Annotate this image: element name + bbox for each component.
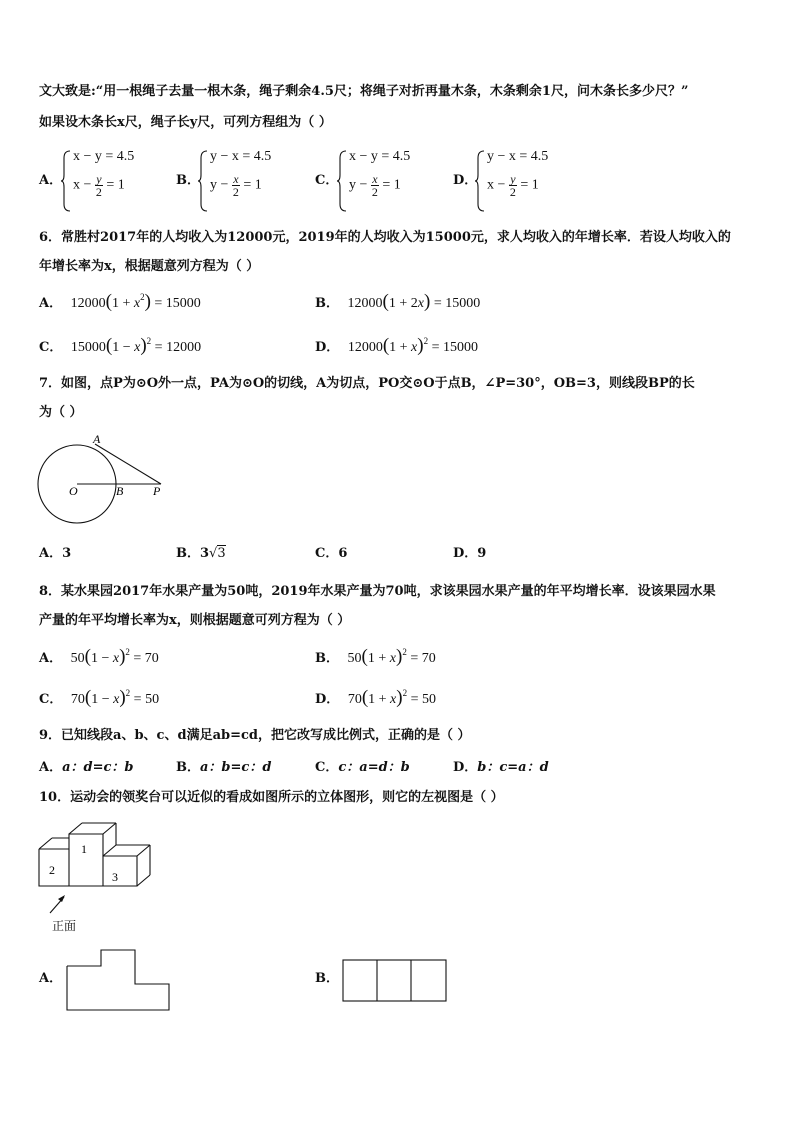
option-label: C． (39, 340, 63, 355)
option-value: c：a=d：b (338, 760, 410, 775)
q8-d-expr: $70(1 + x)^2 = 50$ (347, 687, 436, 708)
brace-icon (198, 150, 208, 212)
q10-option-a[interactable] (39, 970, 62, 988)
label-a: A (93, 432, 101, 446)
q6-option-a[interactable] (39, 293, 201, 313)
option-value: b：c=a：d (477, 760, 549, 775)
option-label: B． (176, 173, 200, 188)
option-label: B． (176, 546, 200, 561)
brace-icon (475, 150, 485, 212)
option-label: A． (39, 651, 63, 666)
q7-stem-line2: 为（ ） (39, 405, 83, 420)
q5-option-d[interactable] (453, 148, 593, 214)
q7-option-c[interactable] (315, 545, 347, 563)
option-label: B． (315, 971, 339, 986)
option-value: a：b=c：d (200, 760, 272, 775)
option-value: 9 (477, 546, 487, 561)
q9-option-a[interactable] (39, 759, 134, 777)
q8-c-expr: $70(1 - x)^2 = 50$ (70, 687, 160, 708)
q5-a-eq1: x − y = 4.5 (73, 149, 135, 164)
label-1: 1 (81, 842, 87, 856)
q8-option-d[interactable] (315, 689, 436, 709)
option-label: A． (39, 971, 63, 986)
label-3: 3 (112, 870, 118, 884)
q7-stem-line1: 7．如图，点P为⊙O外一点，PA为⊙O的切线，A为切点，PO交⊙O于点B，∠P=30°，OB=3，则线段BP的长 (39, 376, 695, 391)
q8-a-expr: $50(1 - x)^2 = 70$ (70, 646, 159, 667)
q10-option-b[interactable] (315, 970, 339, 988)
q5-c-eq2: y − $\frac{x}{2}$ = 1 (349, 172, 401, 199)
q5-stem-line2: 如果设木条长x尺，绳子长y尺，可列方程组为（ ） (39, 115, 332, 130)
option-label: C． (39, 692, 63, 707)
brace-icon (337, 150, 347, 212)
q6-stem-line2: 年增长率为x，根据题意列方程为（ ） (39, 259, 260, 274)
option-value: a：d=c：b (62, 760, 134, 775)
option-value: 6 (338, 546, 348, 561)
q9-option-c[interactable] (315, 759, 410, 777)
option-label: D． (453, 546, 478, 561)
label-2: 2 (49, 863, 55, 877)
q6-stem-line1: 6．常胜村2017年的人均收入为12000元，2019年的人均收入为15000元，求人均收入的年增长率．若设人均收入的 (39, 230, 731, 245)
q5-option-c[interactable] (315, 148, 455, 214)
option-value: 3 (62, 546, 72, 561)
tangent-pa (95, 444, 161, 484)
option-label: D． (315, 692, 340, 707)
option-label: A． (39, 760, 63, 775)
q7-circle-tangent-figure (34, 432, 174, 528)
option-label: A． (39, 546, 63, 561)
front-label: 正面 (52, 919, 77, 933)
q8-option-c[interactable] (39, 689, 159, 709)
option-label: D． (453, 760, 478, 775)
q6-option-c[interactable] (39, 337, 201, 357)
radicand: 3 (217, 546, 226, 561)
q10-stem-line1: 10．运动会的领奖台可以近似的看成如图所示的立体图形，则它的左视图是（ ） (39, 790, 504, 805)
label-o: O (69, 484, 78, 498)
q5-b-eq2: y − $\frac{x}{2}$ = 1 (210, 172, 262, 199)
q9-option-d[interactable] (453, 759, 549, 777)
option-label: B． (315, 651, 339, 666)
option-label: A． (39, 296, 63, 311)
q8-option-a[interactable] (39, 648, 159, 668)
option-label: B． (315, 296, 339, 311)
q7-option-d[interactable] (453, 545, 486, 563)
q5-stem-line1: 文大致是:“用一根绳子去量一根木条，绳子剩余4.5尺；将绳子对折再量木条，木条剩余1尺，问木条长多少尺？” (39, 84, 689, 99)
q5-d-eq2: x − $\frac{y}{2}$ = 1 (487, 172, 539, 199)
label-b: B (116, 484, 124, 498)
q6-a-expr: $12000(1 + x^2) = 15000$ (70, 291, 201, 312)
q8-b-expr: $50(1 + x)^2 = 70$ (347, 646, 436, 667)
option-label: D． (315, 340, 340, 355)
sqrt-icon: √ (209, 546, 218, 561)
q6-c-expr: $15000(1 - x)^2 = 12000$ (70, 335, 202, 356)
q5-d-eq1: y − x = 4.5 (487, 149, 549, 164)
q6-d-expr: $12000(1 + x)^2 = 15000$ (347, 335, 478, 356)
q8-stem-line2: 产量的年平均增长率为x，则根据题意可列方程为（ ） (39, 613, 351, 628)
q10-option-a-figure (65, 948, 173, 1012)
label-p: P (153, 484, 161, 498)
brace-icon (61, 150, 71, 212)
option-label: D． (453, 173, 478, 188)
option-label: A． (39, 173, 63, 188)
q8-stem-line1: 8．某水果园2017年水果产量为50吨，2019年水果产量为70吨，求该果园水果产量的年平均增长率．设该果园水果 (39, 584, 716, 599)
q7-option-b[interactable] (176, 545, 226, 563)
q10-option-b-figure (341, 958, 449, 1004)
q7-option-a[interactable] (39, 545, 71, 563)
q5-b-eq1: y − x = 4.5 (210, 149, 272, 164)
option-label: C． (315, 760, 339, 775)
q5-c-eq1: x − y = 4.5 (349, 149, 411, 164)
option-label: B． (176, 760, 200, 775)
q9-stem-line1: 9．已知线段a、b、c、d满足ab=cd，把它改写成比例式，正确的是（ ） (39, 728, 471, 743)
q6-b-expr: 12000(1 + 2x) = 15000 (347, 291, 481, 312)
q5-a-eq2: x − $\frac{y}{2}$ = 1 (73, 172, 125, 199)
q5-option-b[interactable] (176, 148, 316, 214)
q9-option-b[interactable] (176, 759, 271, 777)
q5-option-a[interactable] (39, 148, 179, 214)
arrow-head-icon (58, 895, 65, 902)
q6-option-d[interactable] (315, 337, 478, 357)
q8-option-b[interactable] (315, 648, 436, 668)
option-label: C． (315, 546, 339, 561)
q6-option-b[interactable] (315, 293, 480, 313)
option-value: 3 (200, 546, 210, 561)
option-label: C． (315, 173, 339, 188)
